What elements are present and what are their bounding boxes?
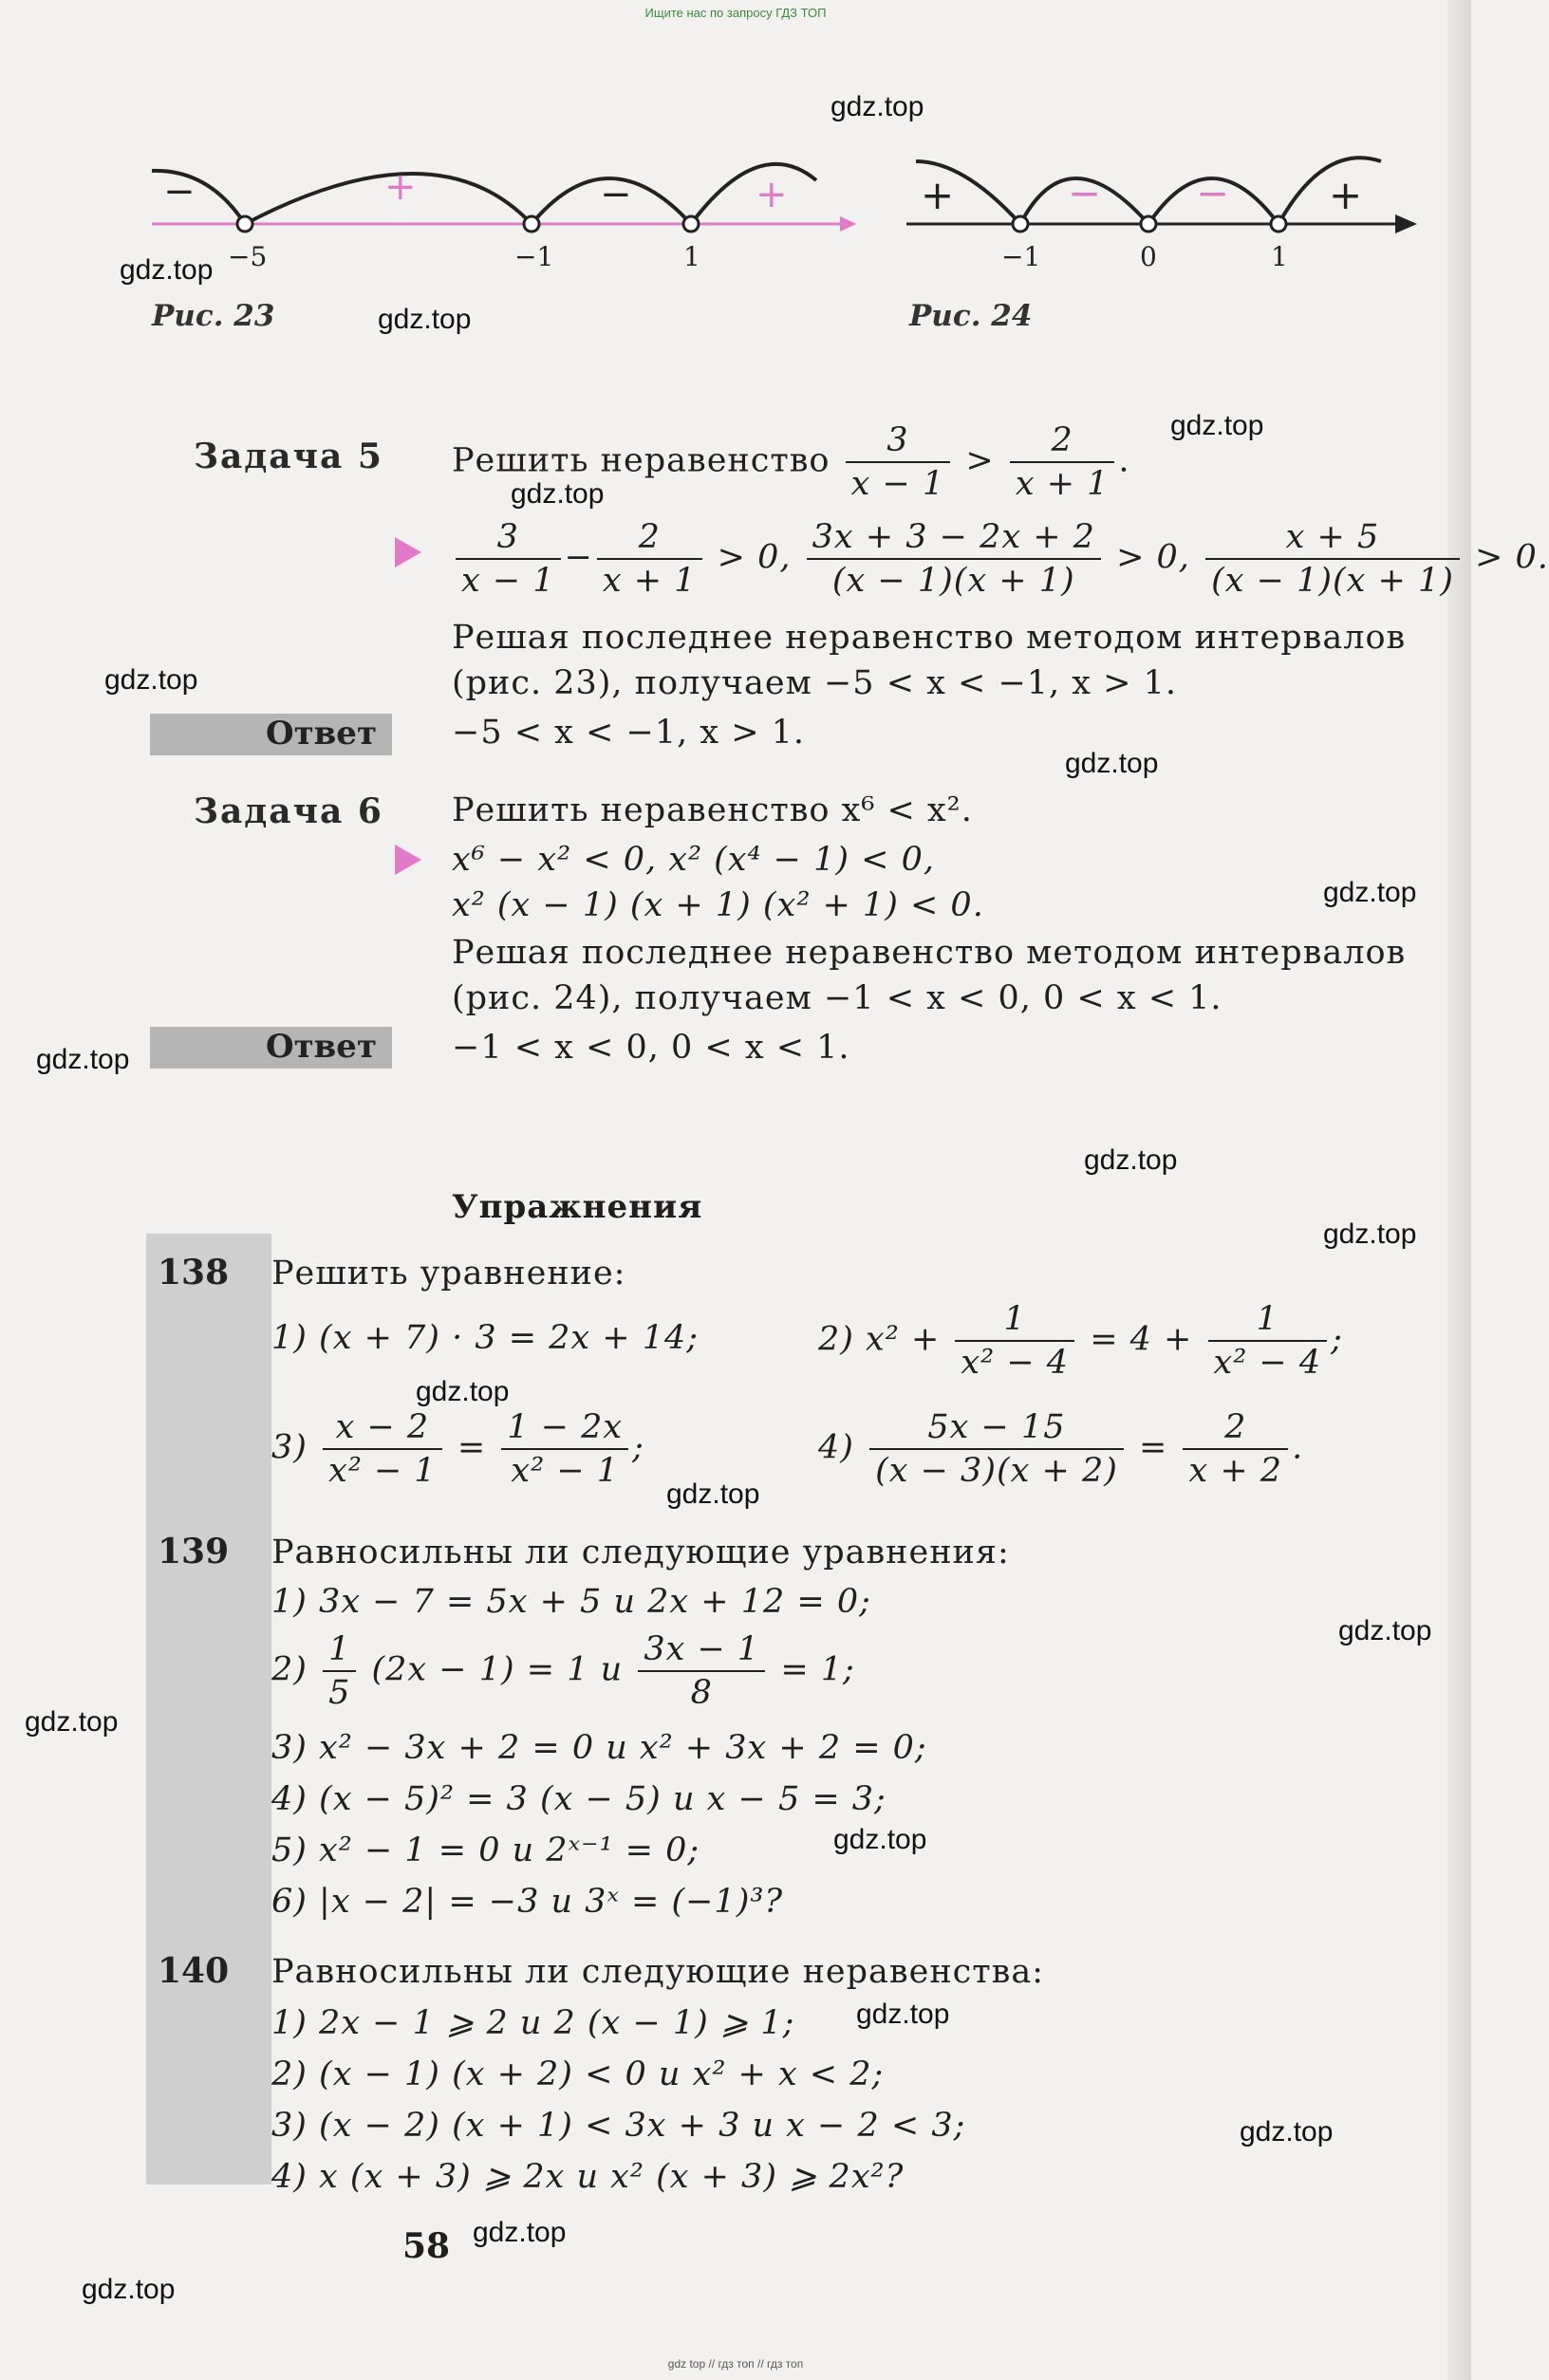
watermark: gdz.top (1170, 410, 1264, 441)
watermark: gdz.top (82, 2274, 176, 2305)
ex139-item-4: 4) (x − 5)² = 3 (x − 5) и x − 5 = 3; (271, 1780, 886, 1818)
page-shadow-edge (1447, 0, 1471, 2380)
task5-answer-label: Ответ (266, 715, 378, 753)
ex138-i4-end: . (1292, 1428, 1304, 1467)
ex139-i2-f1n: 1 (323, 1630, 356, 1672)
ex140-item-1: 1) 2x − 1 ⩾ 2 и 2 (x − 1) ⩾ 1; (271, 2004, 795, 2042)
t5-ineq-r-num: 2 (1010, 421, 1115, 463)
watermark: gdz.top (120, 254, 214, 286)
ex138-i4-f2n: 2 (1183, 1408, 1288, 1450)
task6-solve-line-1: Решая последнее неравенство методом интервалов (452, 934, 1407, 972)
ex140-title: Равносильны ли следующие неравенства: (271, 1953, 1044, 1991)
ex138-i4-f1n: 5x − 15 (869, 1408, 1124, 1450)
ex140-number: 140 (158, 1951, 230, 1991)
watermark: gdz.top (473, 2217, 567, 2248)
ex138-item-4 (818, 1408, 1303, 1490)
t5-s1-b-num: 2 (597, 518, 702, 560)
fig23-label-2: −1 (514, 241, 554, 272)
t5-s3-num: x + 5 (1205, 518, 1460, 560)
ex138-i3-f2n: 1 − 2x (501, 1408, 628, 1450)
task6-answer: −1 < x < 0, 0 < x < 1. (452, 1029, 850, 1067)
watermark: gdz.top (1084, 1144, 1178, 1176)
fig24-sign-3: − (1196, 170, 1230, 216)
task5-solve-line-1: Решая последнее неравенство методом интервалов (452, 619, 1407, 657)
fig23-label-3: 1 (683, 241, 700, 272)
ex138-i3-f1n: x − 2 (323, 1408, 442, 1450)
ex139-i2-pre: 2) (271, 1650, 308, 1689)
ex139-i2-f2d: 8 (690, 1674, 713, 1712)
ex138-item-2 (818, 1300, 1343, 1382)
watermark: gdz.top (1323, 877, 1417, 908)
t5-ineq-l-num: 3 (846, 421, 951, 463)
ex138-title: Решить уравнение: (271, 1255, 626, 1292)
ex139-i2-f1d: 5 (328, 1674, 351, 1712)
figure-23-number-line (152, 142, 854, 275)
task5-transform-line: $\frac{3}{x - 1}$ − $\frac{2}{x + 1}$ > 0, $\frac{3x + 3 - 2x + 2}{(x - 1)(x + 1)}$ > 0, $\frac{x + 5}{(x - 1)(x + 1)}$ > 0. (452, 518, 1549, 600)
solution-marker-icon (395, 845, 421, 875)
ex139-title: Равносильны ли следующие уравнения: (271, 1534, 1010, 1571)
fig24-point-2 (1141, 216, 1156, 232)
fig23-point-3 (683, 216, 699, 232)
task5-label: Задача 5 (194, 437, 383, 476)
ex139-i2-f2n: 3x − 1 (638, 1630, 765, 1672)
fig23-point-1 (237, 216, 252, 232)
ex138-i4-pre: 4) (818, 1428, 854, 1467)
solution-marker-icon (395, 537, 421, 567)
ex139-item-2 (271, 1630, 855, 1712)
watermark: gdz.top (511, 478, 605, 510)
t5-ineq-op: > (965, 441, 995, 480)
watermark: gdz.top (416, 1376, 510, 1407)
fig24-arrow (1395, 214, 1417, 233)
watermark: gdz.top (1323, 1218, 1417, 1250)
ex138-i2-pre: 2) x² + (818, 1320, 941, 1359)
task5-statement: Решить неравенство $\frac{3}{x - 1}$ > $\frac{2}{x + 1}$ . (452, 421, 1130, 503)
task6-line-1: x⁶ − x² < 0, x² (x⁴ − 1) < 0, (452, 841, 936, 879)
fig24-point-1 (1013, 216, 1028, 232)
ex139-item-1: 1) 3x − 7 = 5x + 5 и 2x + 12 = 0; (271, 1583, 871, 1621)
task5-statement-text: Решить неравенство (452, 441, 830, 480)
t5-s1-a-den: x − 1 (461, 562, 555, 600)
ex138-i2-f1d: x² − 4 (961, 1344, 1070, 1382)
t5-s1-b-den: x + 1 (602, 562, 697, 600)
task5-answer: −5 < x < −1, x > 1. (452, 714, 806, 752)
task6-statement: Решить неравенство x⁶ < x². (452, 791, 973, 829)
ex139-item-6: 6) |x − 2| = −3 и 3ˣ = (−1)³? (271, 1883, 784, 1921)
footer-note: gdz top // гдз топ // гдз топ (667, 2357, 804, 2371)
ex138-i3-pre: 3) (271, 1428, 308, 1467)
ex138-item-1: 1) (x + 7) · 3 = 2x + 14; (271, 1319, 700, 1357)
fig24-label-3: 1 (1271, 241, 1288, 272)
ex138-i2-f2n: 1 (1208, 1300, 1328, 1342)
watermark: gdz.top (104, 664, 198, 696)
watermark: gdz.top (1338, 1615, 1432, 1646)
t5-ineq-l-den: x − 1 (850, 465, 945, 503)
fig23-caption: Рис. 23 (152, 299, 275, 333)
watermark: gdz.top (25, 1706, 119, 1738)
exercises-heading: Упражнения (452, 1188, 703, 1226)
fig23-arc-4 (691, 164, 816, 224)
figure-24-number-line (906, 142, 1419, 275)
ex138-number: 138 (158, 1253, 230, 1292)
t5-ineq-r-den: x + 1 (1015, 465, 1110, 503)
ex140-item-2: 2) (x − 1) (x + 2) < 0 и x² + x < 2; (271, 2055, 885, 2093)
watermark: gdz.top (856, 1999, 950, 2030)
ex139-i2-end: = 1; (780, 1650, 855, 1689)
fig24-sign-4: + (1329, 172, 1363, 218)
ex138-i3-mid: = (457, 1428, 487, 1467)
t5-s3-den: (x − 1)(x + 1) (1211, 562, 1454, 600)
fig24-label-2: 0 (1140, 241, 1157, 272)
ex139-item-3: 3) x² − 3x + 2 = 0 и x² + 3x + 2 = 0; (271, 1729, 927, 1767)
fig23-sign-1: − (163, 170, 196, 214)
ex138-i4-f1d: (x − 3)(x + 2) (875, 1452, 1118, 1490)
ex138-i2-f2d: x² − 4 (1213, 1344, 1322, 1382)
fig23-arrow (840, 216, 856, 232)
ex138-i4-mid: = (1139, 1428, 1168, 1467)
ex140-item-4: 4) x (x + 3) ⩾ 2x и x² (x + 3) ⩾ 2x²? (271, 2158, 905, 2196)
exercise-number-sidebar (146, 1234, 271, 2185)
ex138-i3-f1d: x² − 1 (328, 1452, 437, 1490)
watermark: gdz.top (378, 304, 472, 335)
fig24-caption: Рис. 24 (909, 299, 1033, 333)
ex139-i2-mid: (2x − 1) = 1 и (371, 1650, 624, 1689)
ex138-i2-f1n: 1 (955, 1300, 1074, 1342)
ex138-item-3 (271, 1408, 644, 1490)
t5-s1-tail: > 0, (717, 538, 792, 577)
task6-line-2: x² (x − 1) (x + 1) (x² + 1) < 0. (452, 886, 984, 924)
t5-s2-den: (x − 1)(x + 1) (831, 562, 1075, 600)
ex140-item-3: 3) (x − 2) (x + 1) < 3x + 3 и x − 2 < 3; (271, 2107, 966, 2145)
t5-s2-tail: > 0, (1116, 538, 1190, 577)
fig23-point-2 (524, 216, 539, 232)
task6-label: Задача 6 (194, 791, 383, 831)
watermark: gdz.top (830, 91, 924, 122)
task6-solve-line-2: (рис. 24), получаем −1 < x < 0, 0 < x < 1. (452, 979, 1222, 1017)
header-note: Ищите нас по запросу ГДЗ ТОП (644, 6, 827, 20)
watermark: gdz.top (1065, 748, 1159, 779)
watermark: gdz.top (833, 1824, 927, 1855)
fig24-point-3 (1271, 216, 1286, 232)
t5-s1-a-num: 3 (456, 518, 561, 560)
ex139-item-5: 5) x² − 1 = 0 и 2ˣ⁻¹ = 0; (271, 1831, 700, 1869)
ex138-i4-f2d: x + 2 (1188, 1452, 1283, 1490)
fig23-sign-3: − (600, 173, 632, 216)
fig23-sign-2: + (384, 165, 417, 209)
task6-answer-label: Ответ (266, 1028, 378, 1066)
t5-s2-num: 3x + 3 − 2x + 2 (807, 518, 1101, 560)
ex139-number: 139 (158, 1532, 230, 1571)
ex138-i2-mid: = 4 + (1090, 1320, 1193, 1359)
fig24-sign-2: − (1068, 170, 1102, 216)
ex138-i2-end: ; (1331, 1320, 1343, 1359)
page-number: 58 (402, 2226, 451, 2266)
t5-s3-tail: > 0. (1475, 538, 1549, 577)
fig24-sign-1: + (921, 172, 955, 218)
watermark: gdz.top (666, 1478, 760, 1510)
watermark: gdz.top (36, 1044, 130, 1075)
task5-solve-line-2: (рис. 23), получаем −5 < x < −1, x > 1. (452, 664, 1178, 702)
watermark: gdz.top (1240, 2116, 1334, 2148)
fig23-sign-4: + (756, 173, 788, 216)
fig23-label-1: −5 (228, 241, 268, 272)
fig24-label-1: −1 (1001, 241, 1041, 272)
ex138-i3-end: ; (632, 1428, 644, 1467)
ex138-i3-f2d: x² − 1 (511, 1452, 620, 1490)
